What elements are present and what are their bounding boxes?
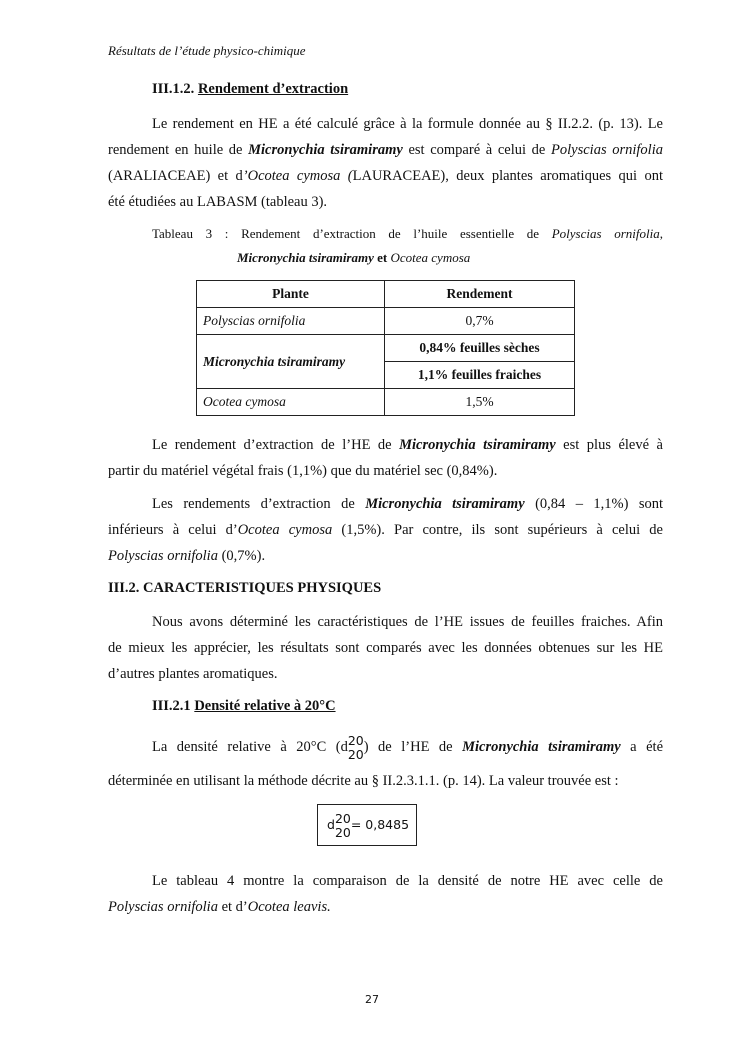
section-heading-III-2: III.2. CARACTERISTIQUES PHYSIQUES: [108, 580, 382, 596]
running-header: Résultats de l’étude physico-chimique: [108, 43, 306, 58]
plant-cell: Ocotea cymosa: [197, 389, 385, 416]
paragraph-line: Polyscias ornifolia (0,7%).: [108, 548, 266, 564]
paragraph-line: Le tableau 4 montre la comparaison de la densité de notre HE avec celle de: [152, 873, 663, 889]
paragraph-line: de mieux les apprécier, les résultats sont comparés avec les données obtenues sur les HE: [108, 640, 663, 656]
paragraph-line: La densité relative à 20°C (d 20 20 ) de l’HE de Micronychia tsiramiramy a été: [152, 732, 664, 762]
section-heading-III-2-1: [152, 698, 336, 715]
paragraph-line: rendement en huile de Micronychia tsiramiramy est comparé à celui de Polyscias ornifolia: [108, 142, 663, 158]
column-header: Plante: [197, 281, 385, 308]
page-number: 27: [365, 993, 379, 1006]
section-number: III.2.1: [152, 698, 191, 714]
paragraph-line: Le rendement d’extraction de l’HE de Micronychia tsiramiramy est plus élevé à: [152, 437, 663, 453]
paragraph-line: déterminée en utilisant la méthode décrite au § II.2.3.1.1. (p. 14). La valeur trouvée est :: [108, 773, 619, 789]
table-row: [197, 308, 575, 335]
paragraph-line: partir du matériel végétal frais (1,1%) que du matériel sec (0,84%).: [108, 463, 498, 479]
formula-d: d: [327, 817, 335, 832]
paragraph-line: été étudiées au LABASM (tableau 3).: [108, 194, 328, 210]
table-row: [197, 389, 575, 416]
value-cell: 1,5%: [385, 389, 575, 416]
column-header: Rendement: [385, 281, 575, 308]
density-formula-box: [317, 804, 417, 846]
formula-value: = 0,8485: [350, 817, 410, 832]
section-title: Rendement d’extraction: [197, 81, 349, 97]
value-cell: 1,1% feuilles fraiches: [385, 362, 575, 389]
section-title: Densité relative à 20°C: [194, 698, 336, 714]
paragraph-line: Nous avons déterminé les caractéristiques de l’HE issues de feuilles fraiches. Afin: [152, 614, 663, 630]
yield-table: [196, 280, 575, 416]
paragraph-line: Le rendement en HE a été calculé grâce à la formule donnée au § II.2.2. (p. 13). Le: [152, 116, 663, 132]
plant-cell: Polyscias ornifolia: [197, 308, 385, 335]
table-header-row: [197, 281, 575, 308]
plant-cell: Micronychia tsiramiramy: [197, 335, 385, 389]
paragraph-line: d’autres plantes aromatiques.: [108, 666, 278, 682]
table-row: [197, 335, 575, 362]
paragraph-line: (ARALIACEAE) et d’Ocotea cymosa (LAURACEAE), deux plantes aromatiques qui ont: [108, 168, 664, 184]
table-caption: Tableau 3 : Rendement d’extraction de l’huile essentielle de Polyscias ornifolia,: [152, 226, 663, 241]
section-number: III.1.2.: [152, 81, 195, 97]
paragraph-line: Polyscias ornifolia et d’Ocotea leavis.: [108, 899, 331, 915]
paragraph-line: Les rendements d’extraction de Micronychia tsiramiramy (0,84 – 1,1%) sont: [152, 496, 663, 512]
section-heading-III-1-2: [152, 81, 348, 98]
paragraph-line: inférieurs à celui d’Ocotea cymosa (1,5%). Par contre, ils sont supérieurs à celui de: [108, 522, 663, 538]
table-caption-line2: Micronychia tsiramiramy et Ocotea cymosa: [237, 250, 471, 265]
fraction: 20 20: [347, 732, 364, 762]
formula-fraction: 20 20: [334, 810, 351, 840]
value-cell: 0,84% feuilles sèches: [385, 335, 575, 362]
value-cell: 0,7%: [385, 308, 575, 335]
